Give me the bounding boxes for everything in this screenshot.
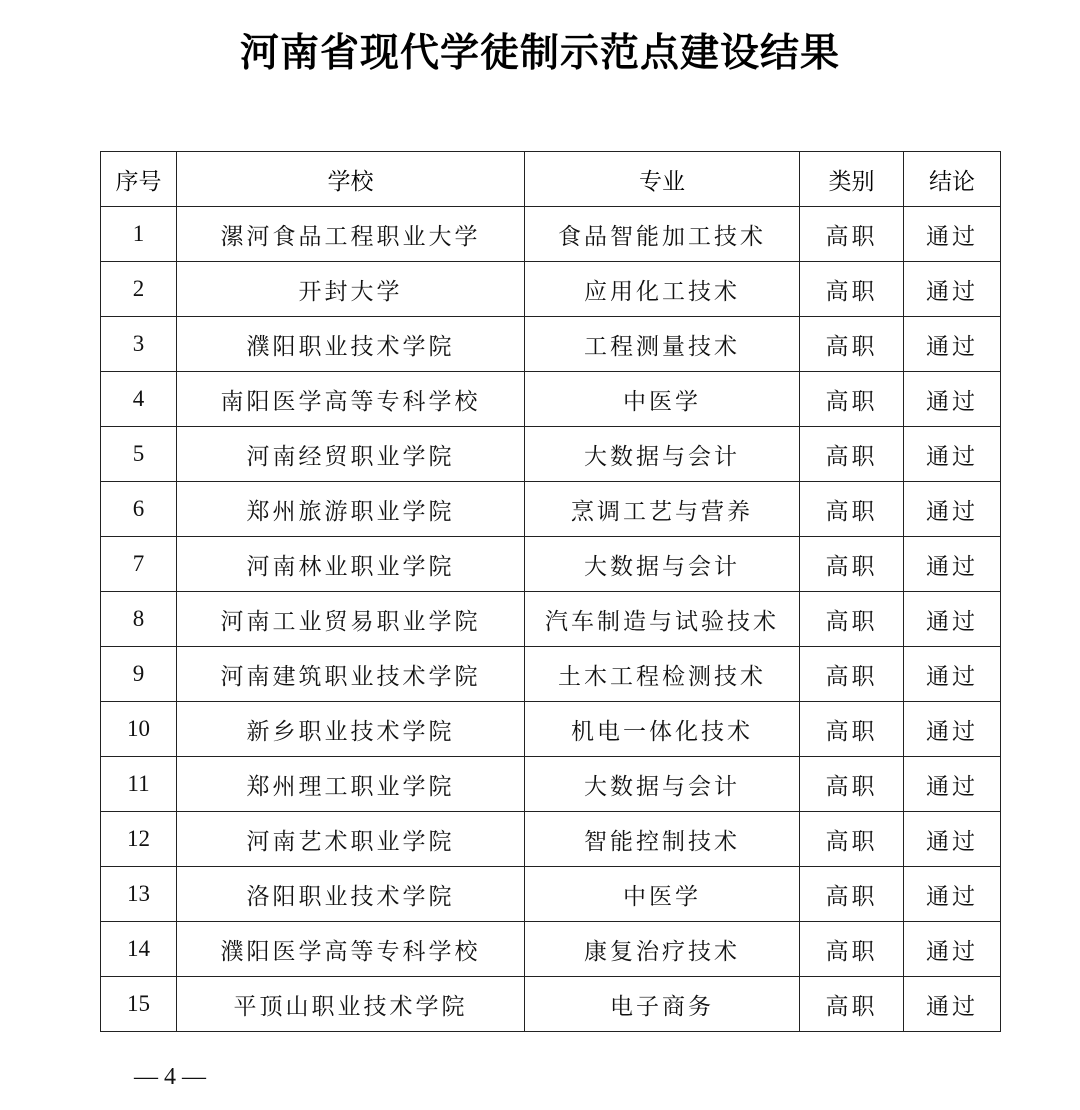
header-conclusion: 结论: [904, 152, 1001, 207]
result-table: [100, 151, 1001, 1032]
cell-index: 8: [101, 592, 177, 647]
cell-category: 高职: [800, 372, 904, 427]
cell-category: 高职: [800, 427, 904, 482]
cell-category: 高职: [800, 262, 904, 317]
cell-school: 河南工业贸易职业学院: [177, 592, 525, 647]
cell-category: 高职: [800, 702, 904, 757]
cell-major: 康复治疗技术: [525, 922, 800, 977]
cell-school: 郑州旅游职业学院: [177, 482, 525, 537]
cell-category: 高职: [800, 647, 904, 702]
table-row: [101, 427, 1001, 482]
cell-index: 2: [101, 262, 177, 317]
cell-category: 高职: [800, 922, 904, 977]
cell-conclusion: 通过: [904, 372, 1001, 427]
table-row: [101, 702, 1001, 757]
table-row: [101, 977, 1001, 1032]
cell-index: 14: [101, 922, 177, 977]
header-index: 序号: [101, 152, 177, 207]
cell-index: 3: [101, 317, 177, 372]
cell-index: 6: [101, 482, 177, 537]
table-row: [101, 482, 1001, 537]
table-row: [101, 207, 1001, 262]
cell-major: 应用化工技术: [525, 262, 800, 317]
table-row: [101, 812, 1001, 867]
cell-major: 中医学: [525, 372, 800, 427]
cell-index: 11: [101, 757, 177, 812]
cell-major: 烹调工艺与营养: [525, 482, 800, 537]
header-category: 类别: [800, 152, 904, 207]
cell-conclusion: 通过: [904, 647, 1001, 702]
table-row: [101, 867, 1001, 922]
cell-index: 12: [101, 812, 177, 867]
table-row: [101, 757, 1001, 812]
cell-school: 河南艺术职业学院: [177, 812, 525, 867]
cell-major: 大数据与会计: [525, 427, 800, 482]
cell-major: 大数据与会计: [525, 757, 800, 812]
table-row: [101, 262, 1001, 317]
cell-conclusion: 通过: [904, 427, 1001, 482]
table-row: [101, 922, 1001, 977]
cell-category: 高职: [800, 977, 904, 1032]
header-major: 专业: [525, 152, 800, 207]
cell-index: 7: [101, 537, 177, 592]
cell-conclusion: 通过: [904, 207, 1001, 262]
cell-conclusion: 通过: [904, 757, 1001, 812]
cell-school: 河南经贸职业学院: [177, 427, 525, 482]
cell-conclusion: 通过: [904, 317, 1001, 372]
cell-category: 高职: [800, 537, 904, 592]
cell-major: 工程测量技术: [525, 317, 800, 372]
cell-conclusion: 通过: [904, 977, 1001, 1032]
cell-category: 高职: [800, 757, 904, 812]
cell-conclusion: 通过: [904, 922, 1001, 977]
cell-category: 高职: [800, 812, 904, 867]
cell-index: 5: [101, 427, 177, 482]
cell-school: 濮阳医学高等专科学校: [177, 922, 525, 977]
cell-school: 濮阳职业技术学院: [177, 317, 525, 372]
cell-major: 机电一体化技术: [525, 702, 800, 757]
cell-school: 新乡职业技术学院: [177, 702, 525, 757]
cell-conclusion: 通过: [904, 592, 1001, 647]
cell-index: 13: [101, 867, 177, 922]
table-row: [101, 317, 1001, 372]
cell-school: 开封大学: [177, 262, 525, 317]
cell-major: 土木工程检测技术: [525, 647, 800, 702]
cell-major: 食品智能加工技术: [525, 207, 800, 262]
cell-conclusion: 通过: [904, 702, 1001, 757]
cell-conclusion: 通过: [904, 482, 1001, 537]
cell-category: 高职: [800, 867, 904, 922]
table-body: [101, 207, 1001, 1032]
cell-index: 4: [101, 372, 177, 427]
cell-conclusion: 通过: [904, 867, 1001, 922]
cell-school: 郑州理工职业学院: [177, 757, 525, 812]
table-row: [101, 647, 1001, 702]
cell-major: 汽车制造与试验技术: [525, 592, 800, 647]
cell-major: 智能控制技术: [525, 812, 800, 867]
cell-category: 高职: [800, 592, 904, 647]
cell-conclusion: 通过: [904, 812, 1001, 867]
cell-category: 高职: [800, 207, 904, 262]
cell-school: 漯河食品工程职业大学: [177, 207, 525, 262]
cell-index: 9: [101, 647, 177, 702]
cell-major: 电子商务: [525, 977, 800, 1032]
cell-major: 中医学: [525, 867, 800, 922]
page-title: 河南省现代学徒制示范点建设结果: [239, 31, 840, 76]
table-row: [101, 537, 1001, 592]
cell-conclusion: 通过: [904, 262, 1001, 317]
cell-school: 平顶山职业技术学院: [177, 977, 525, 1032]
cell-index: 10: [101, 702, 177, 757]
cell-school: 河南林业职业学院: [177, 537, 525, 592]
header-school: 学校: [177, 152, 525, 207]
cell-conclusion: 通过: [904, 537, 1001, 592]
cell-category: 高职: [800, 317, 904, 372]
cell-category: 高职: [800, 482, 904, 537]
table-row: [101, 592, 1001, 647]
cell-school: 南阳医学高等专科学校: [177, 372, 525, 427]
cell-school: 河南建筑职业技术学院: [177, 647, 525, 702]
table-row: [101, 372, 1001, 427]
cell-school: 洛阳职业技术学院: [177, 867, 525, 922]
page-number: — 4 —: [134, 1064, 206, 1090]
cell-index: 15: [101, 977, 177, 1032]
cell-major: 大数据与会计: [525, 537, 800, 592]
table-header-row: [101, 152, 1001, 207]
cell-index: 1: [101, 207, 177, 262]
